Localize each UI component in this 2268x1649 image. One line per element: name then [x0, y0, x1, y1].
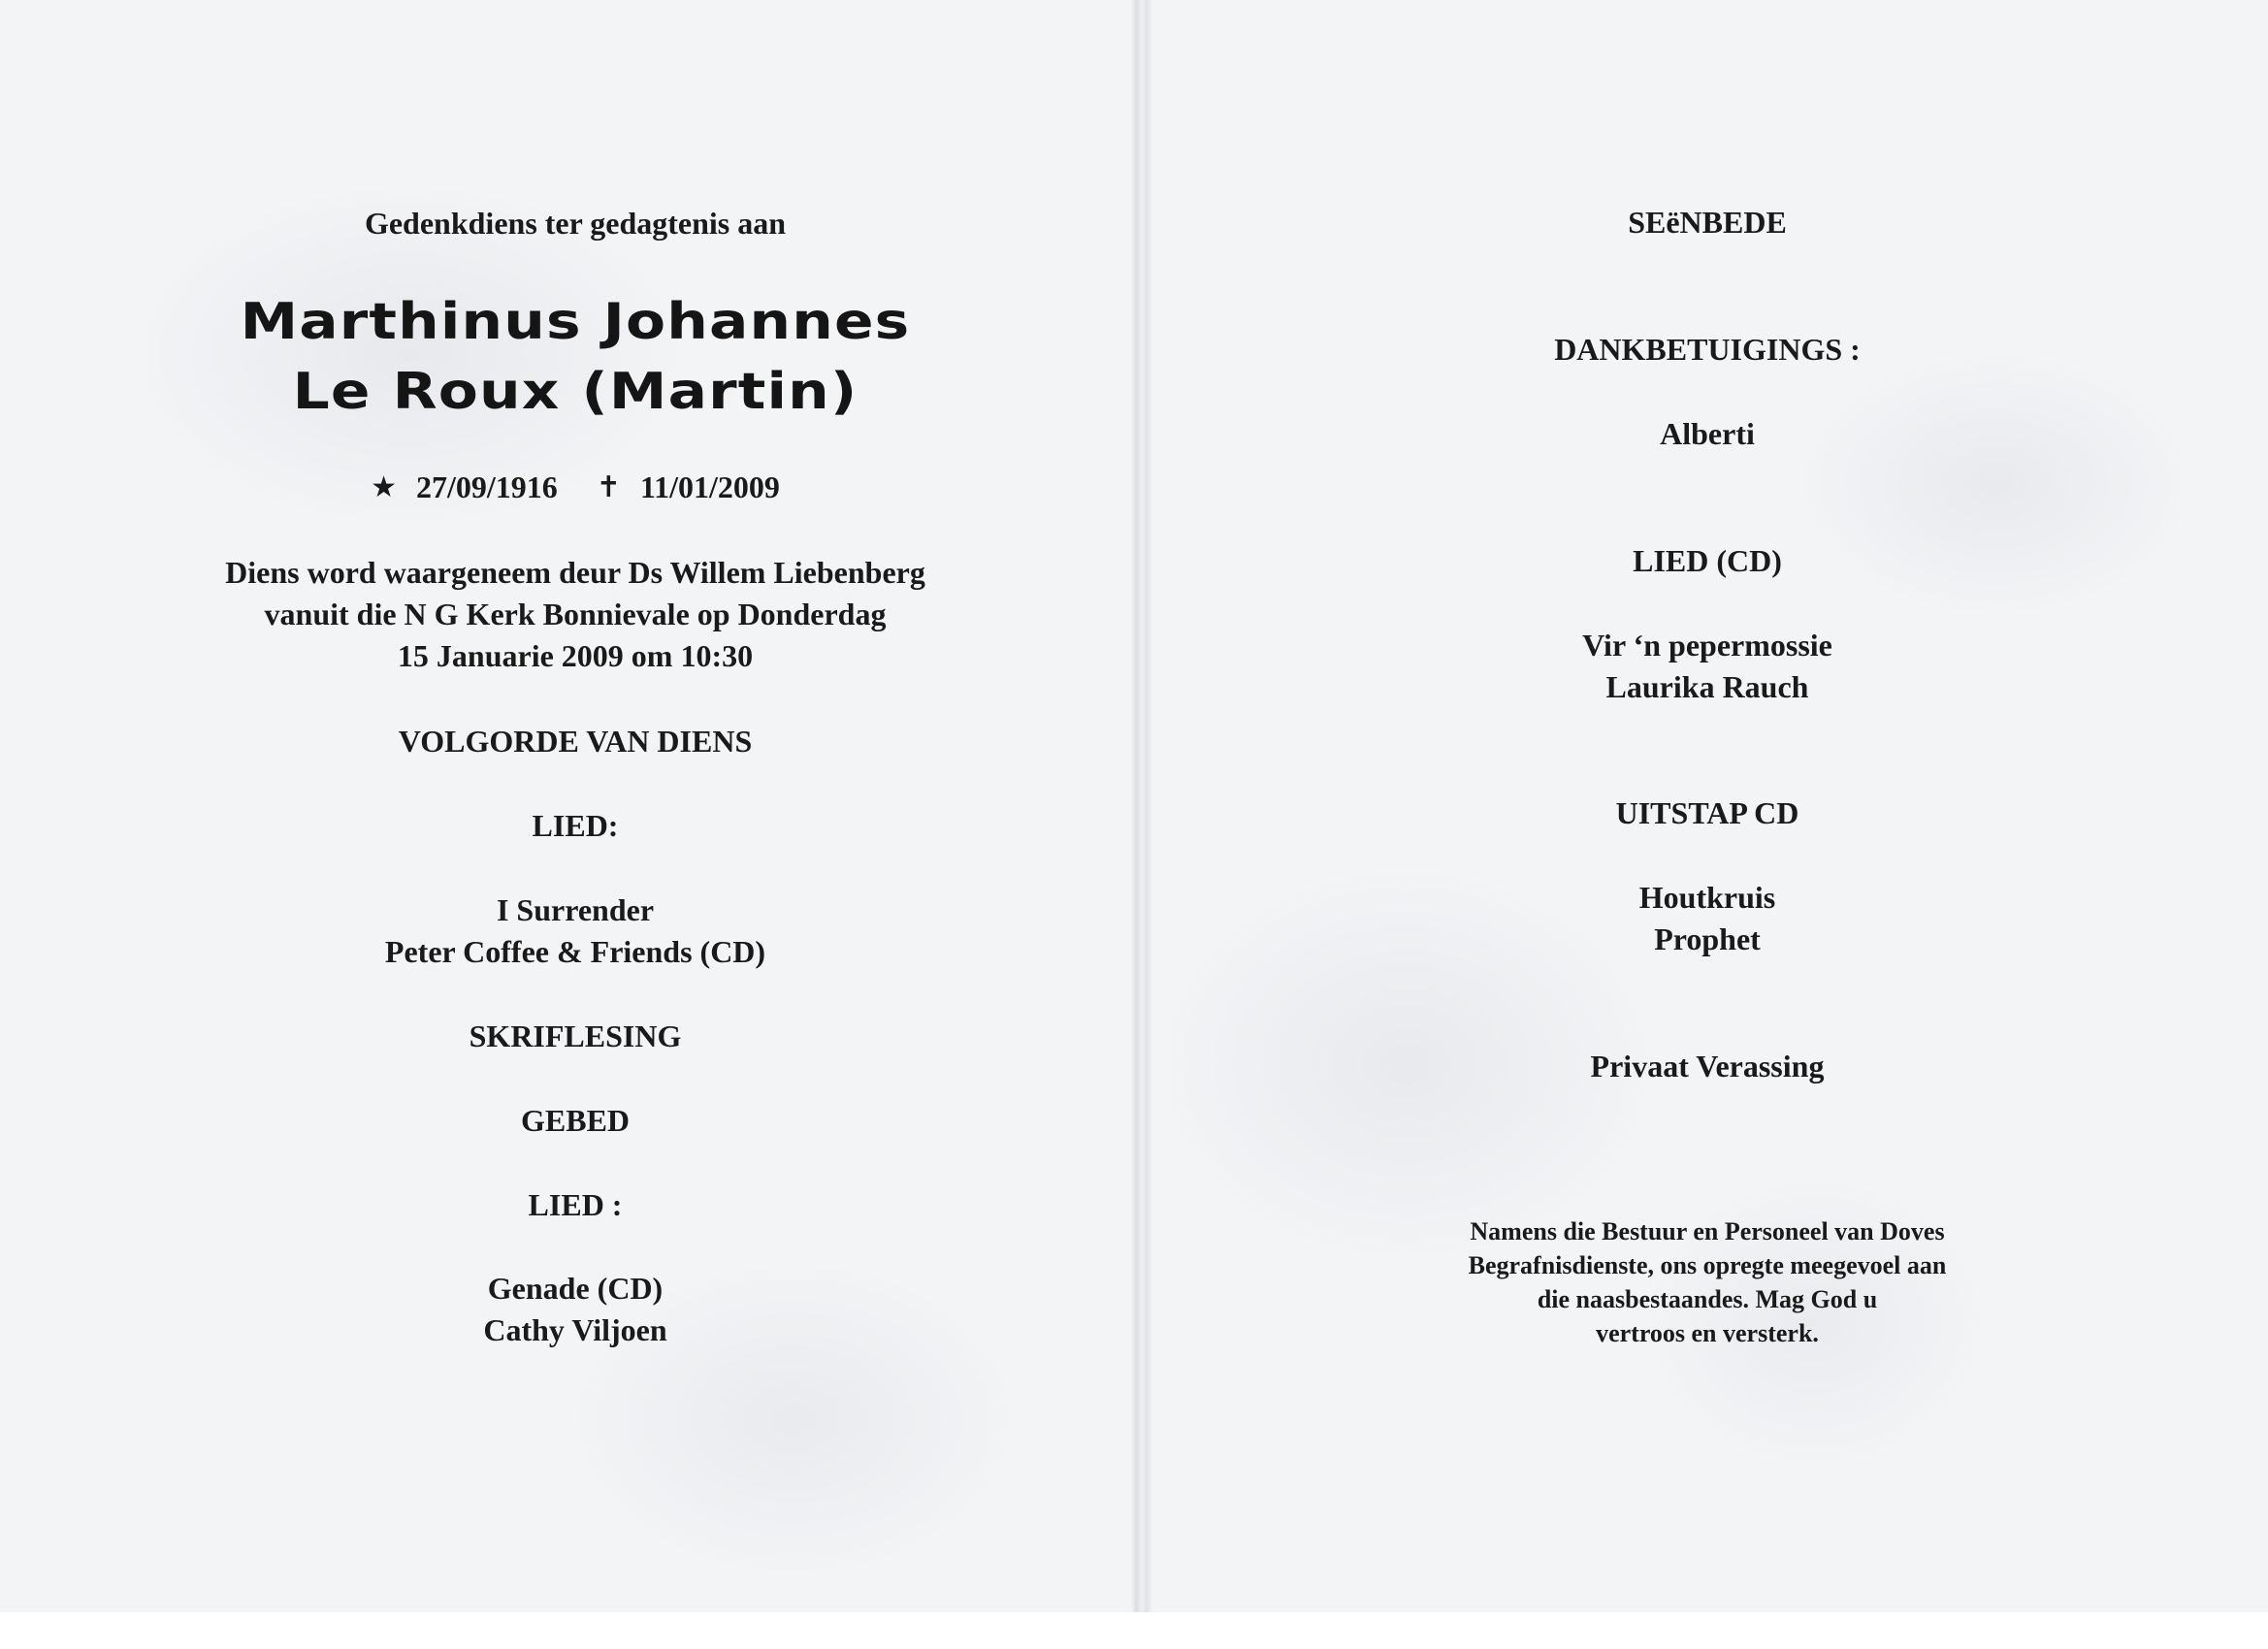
- condolence-line: Namens die Bestuur en Personeel van Doves: [1470, 1217, 1945, 1245]
- service-line: vanuit die N G Kerk Bonnievale op Donderdag: [264, 597, 887, 631]
- thanks-heading: DANKBETUIGINGS :: [1554, 332, 1861, 367]
- reading-heading: SKRIFLESING: [469, 1018, 682, 1053]
- cremation-note: Privaat Verassing: [1590, 1049, 1825, 1083]
- exit-artist: Prophet: [1654, 922, 1761, 956]
- song-artist: Laurika Rauch: [1605, 669, 1809, 704]
- left-panel: [0, 0, 1154, 1612]
- intro-text: Gedenkdiens ter gedagtenis aan: [364, 206, 787, 241]
- thanks-name: Alberti: [1660, 416, 1755, 451]
- song-title: Vir ‘n pepermossie: [1582, 628, 1832, 663]
- birth-date: 27/09/1916: [415, 469, 558, 504]
- right-panel: [1154, 0, 2268, 1612]
- prayer-heading: GEBED: [520, 1103, 631, 1138]
- song-artist: Cathy Viljoen: [483, 1312, 667, 1347]
- deceased-name-line2: Le Roux (Martin): [292, 363, 859, 421]
- exit-title: Houtkruis: [1638, 880, 1776, 915]
- song-heading: LIED:: [532, 808, 619, 843]
- service-line: 15 Januarie 2009 om 10:30: [397, 638, 754, 673]
- service-line: Diens word waargeneem deur Ds Willem Liebenberg: [225, 555, 925, 590]
- star-icon: ★: [371, 470, 397, 504]
- song-heading: LIED (CD): [1633, 543, 1782, 578]
- song-heading: LIED :: [528, 1187, 623, 1222]
- song-title: Genade (CD): [487, 1271, 664, 1306]
- condolence-line: Begrafnisdienste, ons opregte meegevoel aan: [1468, 1251, 1947, 1279]
- exit-heading: UITSTAP CD: [1615, 795, 1799, 830]
- song-artist: Peter Coffee & Friends (CD): [384, 934, 766, 969]
- song-title: I Surrender: [496, 892, 655, 927]
- order-heading: VOLGORDE VAN DIENS: [398, 724, 753, 759]
- blessing-heading: SEëNBEDE: [1628, 205, 1787, 240]
- cross-icon: ✝: [596, 470, 621, 504]
- deceased-name-line1: Marthinus Johannes: [240, 293, 911, 351]
- death-date: 11/01/2009: [639, 469, 780, 504]
- condolence-line: vertroos en versterk.: [1596, 1319, 1819, 1347]
- scan-margin: [0, 1612, 2268, 1649]
- life-dates: [0, 466, 1150, 509]
- condolence-line: die naasbestaandes. Mag God u: [1537, 1285, 1878, 1313]
